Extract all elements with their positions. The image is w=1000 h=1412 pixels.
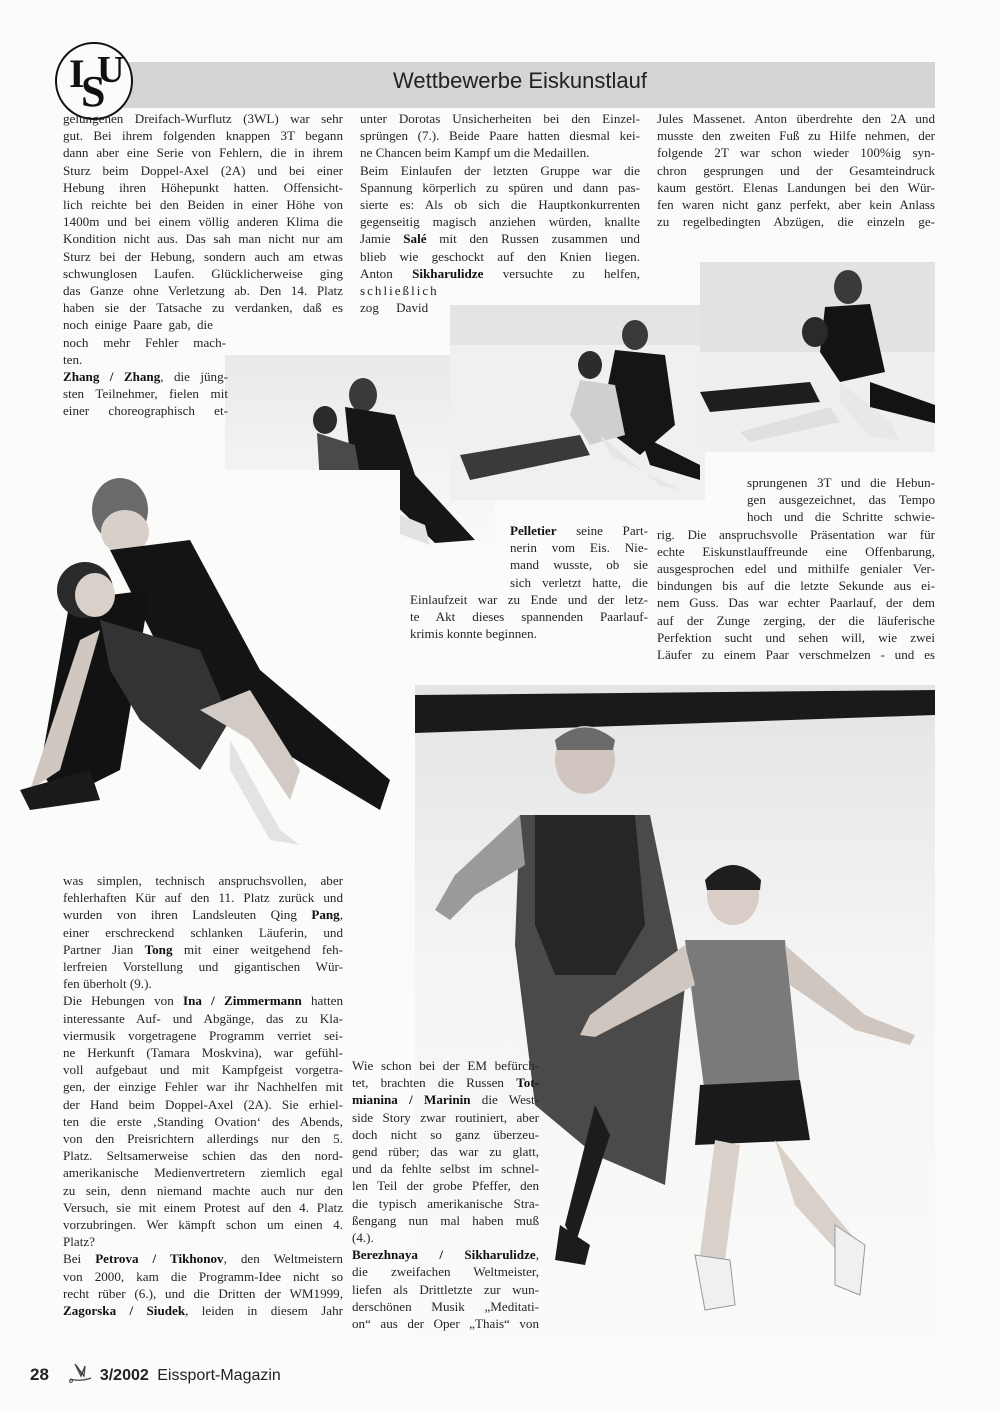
text-line: einer choreographisch et-: [63, 403, 228, 419]
text-span: Anton: [360, 265, 413, 281]
text-line: voll aufgebaut und mit Kampfgeist vorgetra-: [63, 1062, 343, 1078]
skate-bird-icon: [67, 1362, 93, 1382]
text-line: mand wusste, ob sie: [510, 557, 648, 573]
text-line: ne Chancen beim Kampf um die Medaillen.: [360, 145, 590, 161]
text-line: auf der Zunge zerging, der die läuferische: [657, 612, 935, 628]
text-line: sprüngen (7.). Beide Paare hatten diesmal kei-: [360, 128, 640, 144]
text-line: amerikanische Medienvertretern ziemlich egal: [63, 1165, 343, 1181]
article-col1-bottom: [63, 872, 343, 1319]
article-col3-top: [657, 110, 935, 230]
text-line: lerfreien Vorstellung und gigantischen Wür-: [63, 959, 343, 975]
text-line: sten Teilnehmer, fielen mit: [63, 386, 228, 402]
text-line: derschönen Musik „Meditati-: [352, 1298, 539, 1314]
page-footer: [30, 1362, 281, 1385]
text-line: interessante Auf- und Abgänge, das zu Kla-: [63, 1010, 343, 1026]
text-line: was simplen, technisch anspruchsvollen, aber: [63, 873, 343, 888]
section-title: Wettbewerbe Eiskunstlauf: [393, 68, 647, 93]
text-line: Perfektion sucht und sehen will, wie zwei: [657, 629, 935, 645]
text-line: zu regelbedingten Abzügen, die einzeln ge-: [657, 214, 935, 230]
text-line: vorzubringen. Wer kämpft schon um einen 4.: [63, 1217, 343, 1233]
text-line: ausgesprochen edel und mithilfe genialer Ver-: [657, 561, 935, 577]
text-line: das Ganze ohne Verletzung ab. Den 14. Platz: [63, 283, 343, 299]
text-line: einer erschreckend schlanken Läuferin, und: [63, 924, 343, 940]
skater-name-totmianina-1: Tot-: [516, 1075, 539, 1091]
skater-name-berezhnaya-sikharulidze: Berezhnaya / Sikharulidze: [352, 1247, 536, 1263]
skater-name-zagorska-siudek: Zagorska / Siudek: [63, 1303, 186, 1319]
text-line: gend rüber; das war zu glatt,: [352, 1144, 539, 1160]
text-line: te Akt dieses spannenden Paarlauf-: [410, 609, 648, 625]
text-line: noch einige Paare gab, die: [63, 317, 213, 333]
photo-pair-fall-2: [450, 305, 705, 500]
text-span: wurden von ihren Landsleuten Qing: [63, 907, 312, 923]
text-span: ,: [535, 1247, 539, 1263]
text-line: liefen als Drittletzte zur wun-: [352, 1281, 539, 1297]
article-col3-mid: [657, 474, 935, 663]
skater-name-petrova-tikhonov: Petrova / Tikhonov: [95, 1251, 224, 1267]
zagorska-siudek-line: [63, 1302, 343, 1319]
article-col2-bottom: [352, 1057, 539, 1332]
text-line: von 2000, kam die Programm-Idee nicht so: [63, 1268, 343, 1284]
text-span: tet, brachten die Russen: [352, 1075, 517, 1091]
text-line: sprungenen 3T und die Hebun-: [747, 475, 935, 490]
text-line: ne Herkunft (Tamara Moskvina), war gefühl-: [63, 1045, 343, 1061]
text-line: fen überholt (9.).: [63, 976, 152, 992]
text-line: blieb wie geschockt auf den Knien liegen.: [360, 248, 640, 264]
text-line: musste den zweiten Fuß zu Hilfe nehmen, der: [657, 128, 935, 144]
text-line: gelungenen Dreifach-Wurflutz (3WL) war sehr: [63, 111, 343, 126]
text-line: dann aber eine Serie von Fehlern, die in ihrem: [63, 145, 343, 161]
skater-name-totmianina-marinin: mianina / Marinin: [352, 1092, 471, 1108]
text-line: Jules Massenet. Anton überdrehte den 2A und: [657, 111, 935, 126]
text-line: 1400m und bei einem völlig anderen Klima die: [63, 214, 343, 230]
text-line: schließlich: [360, 283, 439, 299]
text-line: ten die erste ‚Standing Ovation‘ des Abends,: [63, 1113, 343, 1129]
tong-line: [63, 941, 343, 958]
text-span: Jamie: [360, 231, 404, 247]
text-span: Die Hebungen von: [63, 993, 183, 1009]
article-col1-top: [63, 110, 343, 420]
text-line: die typisch amerikanische Stra-: [352, 1195, 539, 1211]
text-line: echte Eiskunstlauffreunde eine Offenbarung,: [657, 543, 935, 559]
text-line: haben sie der Tatsache zu verdanken, daß es: [63, 300, 343, 316]
skater-name-sikharulidze: Sikharulidze: [412, 265, 484, 281]
text-line: zu sein, denn niemand machte auch nur den: [63, 1182, 343, 1198]
text-line: Sturz beim Doppel-Axel (2A) und bei einer: [63, 162, 343, 178]
text-line: krimis konnte beginnen.: [410, 626, 537, 642]
text-span: Partner Jian: [63, 941, 145, 957]
text-line: (4.).: [352, 1230, 374, 1246]
text-line: schwunglosen Laufen. Glücklicherweise ging: [63, 265, 343, 281]
article-pelletier-block: [410, 522, 648, 642]
text-span: Bei: [63, 1251, 96, 1267]
text-line: gut. Bei ihrem folgenden knappen 3T begann: [63, 128, 343, 144]
petrova-tikhonov-line: [63, 1250, 343, 1267]
pelletier-line: [510, 522, 648, 539]
text-line: bindungen bis auf die letzte Sekunde aus ei-: [657, 578, 935, 594]
marinin-line: [352, 1091, 539, 1108]
text-line: Beim Einlaufen der letzten Gruppe war die: [360, 162, 640, 178]
sale-line: [360, 230, 640, 247]
text-span: seine Part-: [556, 523, 648, 538]
text-line: rig. Die anspruchsvolle Präsentation war für: [657, 526, 935, 542]
text-line: zog David: [360, 300, 429, 316]
page-number: 28: [30, 1365, 49, 1384]
skater-name-pang: Pang: [311, 907, 340, 923]
text-line: ten.: [63, 351, 83, 367]
text-line: die zweifachen Weltmeister,: [352, 1264, 539, 1280]
text-line: ßengang nun mal haben muß: [352, 1212, 539, 1228]
text-line: Platz?: [63, 1234, 95, 1250]
text-span: hatten: [301, 993, 343, 1009]
text-span: ,: [339, 907, 343, 923]
text-line: kaum gestört. Elenas Landungen bei den Wür-: [657, 179, 935, 195]
text-line: Versuch, sie mit einem Protest auf den 4. Platz: [63, 1199, 343, 1215]
text-span: , die jüng-: [160, 369, 228, 385]
text-span: , leiden in diesem Jahr: [185, 1303, 344, 1319]
text-line: viermusik vorgetragene Programm verriet sei-: [63, 1027, 343, 1043]
text-line: lich reichte bei den Beiden in einer Höhe von: [63, 197, 343, 213]
issue-number: 3/2002: [99, 1367, 149, 1384]
isu-logo: I S U: [55, 42, 133, 120]
text-line: Platz. Seltsamerweise schien das den nord-: [63, 1148, 343, 1164]
skater-name-sale: Salé: [403, 231, 427, 247]
text-span: , den Weltmeistern: [223, 1251, 343, 1267]
text-span: mit den Russen zusammen und: [426, 231, 640, 247]
text-span: versuchte zu helfen,: [483, 265, 640, 281]
pang-line: [63, 906, 343, 923]
article-col2-top: [360, 110, 640, 316]
text-line: sierte es: Als ob sich die Hauptkonkurrenten: [360, 197, 640, 213]
text-line: nem Guss. Das war echter Paarlauf, der dem: [657, 595, 935, 611]
berezhnaya-line: [352, 1246, 539, 1263]
text-line: on“ aus der Oper „Thais“ von: [352, 1316, 539, 1332]
text-line: gen ausgezeichnet, das Tempo: [747, 492, 935, 508]
text-line: gen, der einzige Fehler war ihr Nachhelfen mit: [63, 1079, 343, 1095]
text-line: fehlerhaften Kür auf den 11. Platz zurück und: [63, 890, 343, 906]
text-line: Hebung ihren Höhepunkt hatten. Offensicht-: [63, 179, 343, 195]
text-line: unter Dorotas Unsicherheiten bei den Einzel-: [360, 111, 640, 126]
text-line: recht rüber (6.), und die Dritten der WM1999,: [63, 1285, 343, 1301]
skater-name-pelletier: Pelletier: [510, 523, 557, 538]
text-line: Spannung körperlich zu spüren und dann pas-: [360, 179, 640, 195]
totmianina-line: [352, 1074, 539, 1091]
text-line: der Hand beim Doppel-Axel (2A). Sie erhiel-: [63, 1096, 343, 1112]
text-line: side Story zwar routiniert, aber: [352, 1109, 539, 1125]
text-line: Einlaufzeit war zu Ende und der letz-: [410, 591, 648, 607]
text-line: Wie schon bei der EM befürch-: [352, 1058, 539, 1073]
text-line: gegenseitig magisch anziehen würden, knallte: [360, 214, 640, 230]
skater-name-tong: Tong: [144, 941, 173, 957]
text-line: fen waren nicht ganz perfekt, aber kein Anlass: [657, 197, 935, 213]
text-line: nerin vom Eis. Nie-: [510, 540, 648, 556]
text-line: doch nicht so ganz überzeu-: [352, 1126, 539, 1142]
skater-name-zhang: Zhang / Zhang: [63, 369, 161, 385]
photo-pair-fall-3: [700, 262, 935, 452]
text-line: Läufer zu einem Paar verschmelzen - und es: [657, 647, 935, 663]
text-span: die West-: [470, 1092, 539, 1108]
text-line: Sturz bei der Hebung, sondern auch am etwas: [63, 248, 343, 264]
text-line: folgende 2T war schon wieder 100%ig syn-: [657, 145, 935, 161]
photo-pair-dip: [0, 470, 400, 860]
magazine-name: Eissport-Magazin: [157, 1367, 281, 1384]
text-line: sich verletzt hatte, die: [510, 574, 648, 590]
zhang-line: [63, 368, 228, 385]
skater-name-ina-zimmermann: Ina / Zimmermann: [182, 993, 302, 1009]
text-line: len Teil der grobe Pfeffer, den: [352, 1178, 539, 1194]
text-line: chron gesprungen und der Gesamteindruck: [657, 162, 935, 178]
text-line: noch mehr Fehler mach-: [63, 334, 226, 350]
text-line: Kondition nicht aus. Das sah man nicht nur am: [63, 231, 343, 247]
ina-zimmermann-line: [63, 992, 343, 1009]
text-line: und da fehlte selbst im schnel-: [352, 1161, 539, 1177]
text-line: hoch und die Schritte schwie-: [747, 509, 935, 525]
text-line: von den Preisrichtern allerdings nur den 5.: [63, 1131, 343, 1147]
sikharulidze-line: [360, 265, 640, 282]
text-span: mit einer weitgehend feh-: [172, 941, 343, 957]
